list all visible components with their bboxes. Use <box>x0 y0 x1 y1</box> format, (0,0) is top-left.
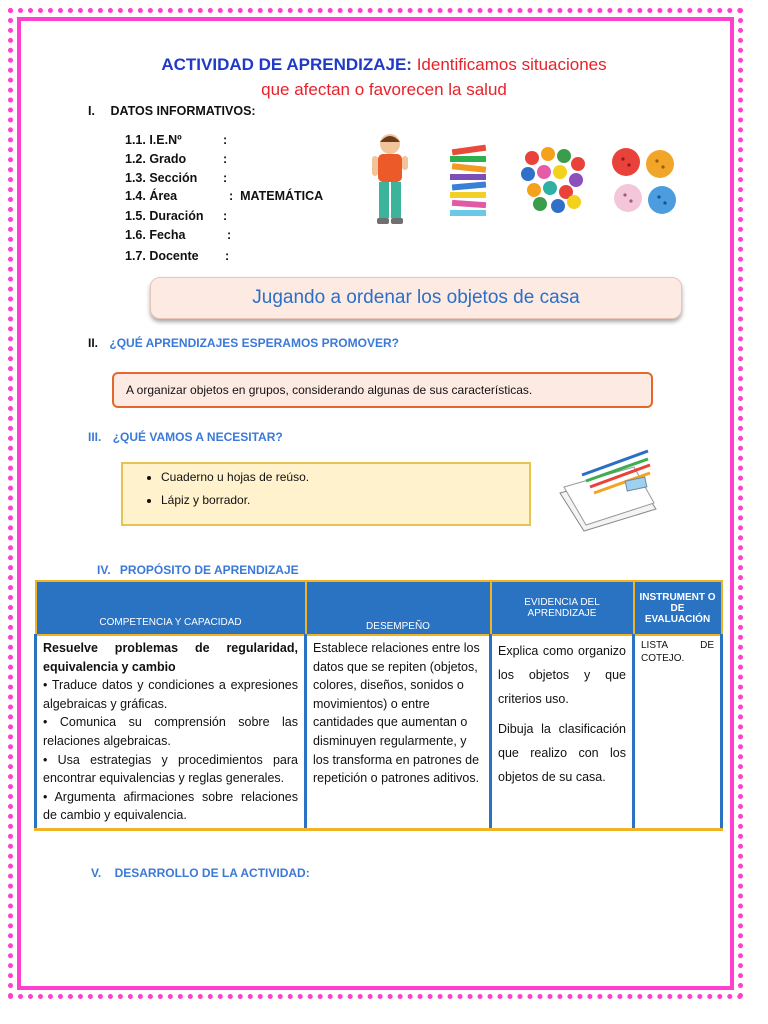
evidencia-item: Dibuja la clasificación que realizo con los objetos de su casa. <box>498 722 626 784</box>
section1-title: DATOS INFORMATIVOS: <box>110 104 256 118</box>
info-label: 1.3. Sección <box>125 171 198 185</box>
notebook-illustration <box>552 445 662 535</box>
capacidad-item: • Usa estrategias y procedimientos para encontrar equivalencias y reglas generales. <box>43 752 298 786</box>
activity-title <box>0 55 768 75</box>
section4-heading <box>97 563 299 577</box>
info-row-grado: 1.2. Grado : <box>125 152 228 166</box>
section5-heading <box>91 866 310 880</box>
section4-numeral: IV. <box>97 563 111 577</box>
area-value: MATEMÁTICA <box>240 189 324 203</box>
activity-banner <box>150 277 682 319</box>
info-row-area: 1.4. Área : MATEMÁTICA <box>125 189 324 203</box>
header-instrumento: INSTRUMENT O DE EVALUACIÓN <box>634 581 722 635</box>
colored-pencils-illustration <box>446 143 492 225</box>
materials-box <box>121 462 531 526</box>
section2-heading <box>88 336 399 350</box>
section5-title: DESARROLLO DE LA ACTIVIDAD: <box>114 866 310 880</box>
section3-numeral: III. <box>88 430 102 444</box>
info-label: 1.5. Duración <box>125 209 204 223</box>
learning-goal-box <box>112 372 653 408</box>
competencia-title: Resuelve problemas de regularidad, equivalencia y cambio <box>43 641 298 674</box>
instrumento-cell <box>634 635 722 829</box>
capacidad-item: • Traduce datos y condiciones a expresiones algebraicas y gráficas. <box>43 678 298 711</box>
info-label: 1.6. Fecha <box>125 228 186 242</box>
section2-numeral: II. <box>88 336 99 350</box>
section2-title: ¿QUÉ APRENDIZAJES ESPERAMOS PROMOVER? <box>109 336 399 350</box>
desempeno-cell <box>306 635 491 829</box>
banner-title: Jugando a ordenar los objetos de casa <box>252 287 580 308</box>
section3-title: ¿QUÉ VAMOS A NECESITAR? <box>112 430 283 444</box>
table-header-row <box>36 581 722 635</box>
learning-goal-text: A organizar objetos en grupos, considerando algunas de sus características. <box>126 383 533 397</box>
large-buttons-illustration <box>606 142 682 222</box>
info-row-ie: 1.1. I.E.Nº : <box>125 133 228 147</box>
info-row-docente: 1.7. Docente : <box>125 249 230 263</box>
boy-illustration <box>368 130 418 230</box>
info-label: 1.2. Grado <box>125 152 187 166</box>
competencia-cell <box>36 635 306 829</box>
materials-item: • Lápiz y borrador. <box>161 493 511 507</box>
purpose-table <box>34 580 723 831</box>
desempeno-text: Establece relaciones entre los datos que se repiten (objetos, colores, diseños, sonidos o movimientos) o entre cantidades que aumentan o disminuyen regularmente, y los transforma en patrones de repetición o patrones aditivos. <box>313 641 480 786</box>
section5-numeral: V. <box>91 866 102 880</box>
info-row-seccion: 1.3. Sección : <box>125 171 228 185</box>
materials-item: • Cuaderno u hojas de reúso. <box>161 470 511 484</box>
header-competencia: COMPETENCIA Y CAPACIDAD <box>36 581 306 635</box>
info-row-fecha: 1.6. Fecha : <box>125 228 232 242</box>
materials-list <box>141 470 511 507</box>
section1-numeral: I. <box>88 104 95 118</box>
section3-heading <box>88 430 283 444</box>
info-row-duracion: 1.5. Duración : <box>125 209 228 223</box>
evidencia-cell <box>491 635 634 829</box>
section4-title: PROPÓSITO DE APRENDIZAJE <box>119 563 299 577</box>
title-label: ACTIVIDAD DE APRENDIZAJE: <box>161 55 412 74</box>
buttons-illustration <box>518 142 594 218</box>
table-row <box>36 635 722 829</box>
header-evidencia: EVIDENCIA DEL APRENDIZAJE <box>491 581 634 635</box>
evidencia-item: Explica como organizo los objetos y que criterios uso. <box>498 644 626 706</box>
title-part1: Identificamos situaciones <box>416 55 607 74</box>
info-label: 1.4. Área <box>125 189 178 203</box>
title-part2: que afectan o favorecen la salud <box>261 80 507 99</box>
header-desempeno: DESEMPEÑO <box>306 581 491 635</box>
info-label: 1.7. Docente <box>125 249 199 263</box>
capacidad-item: • Comunica su comprensión sobre las relaciones algebraicas. <box>43 715 298 748</box>
info-label: 1.1. I.E.Nº <box>125 133 182 147</box>
section1-heading <box>88 104 256 118</box>
capacidad-item: • Argumenta afirmaciones sobre relaciones de cambio y equivalencia. <box>43 789 298 823</box>
instrumento-text: LISTA DE COTEJO. <box>641 640 714 664</box>
